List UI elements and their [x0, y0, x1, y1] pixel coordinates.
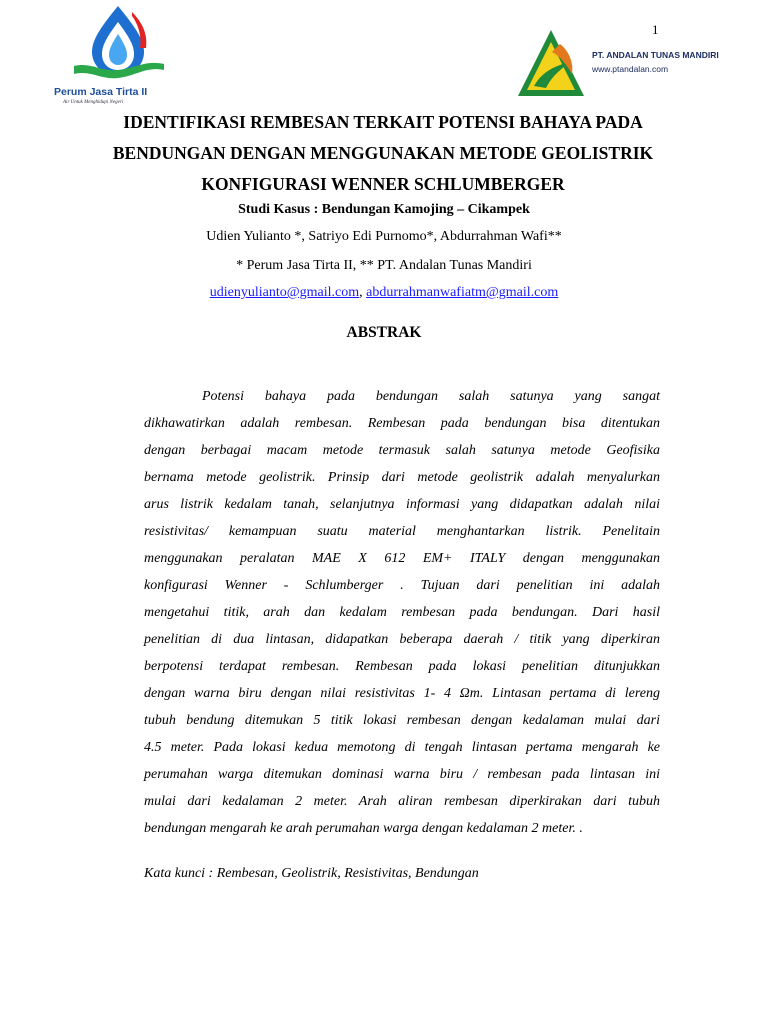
email-link-2[interactable]: abdurrahmanwafiatm@gmail.com — [366, 285, 559, 300]
abstract-line: menggunakan peralatan MAE X 612 EM+ ITALY dengan menggunakan — [144, 551, 660, 566]
title-line: KONFIGURASI WENNER SCHLUMBERGER — [201, 174, 565, 194]
abstract-line: Potensi bahaya pada bendungan salah satunya yang sangat — [202, 389, 660, 404]
keywords: Kata kunci : Rembesan, Geolistrik, Resistivitas, Bendungan — [144, 866, 479, 881]
abstract-body — [144, 383, 660, 842]
page-number: 1 — [652, 22, 659, 37]
abstract-line: arus listrik kedalam tanah, selanjutnya informasi yang didapatkan adalah nilai — [144, 497, 660, 512]
email-separator: , — [359, 285, 367, 300]
company-url[interactable]: www.ptandalan.com — [592, 64, 669, 74]
paper-title — [80, 107, 686, 200]
abstract-line: tubuh bendung ditemukan 5 titik lokasi rembesan dengan kedalaman mulai dari — [144, 713, 660, 728]
case-study-subtitle: Studi Kasus : Bendungan Kamojing – Cikampek — [238, 202, 530, 217]
author-emails — [0, 285, 768, 301]
abstract-line: 4.5 meter. Pada lokasi kedua memotong di tengah lintasan pertama mengarah ke — [144, 740, 660, 755]
abstract-line: resistivitas/ kemampuan suatu material menghantarkan listrik. Penelitain — [144, 524, 660, 539]
water-drop-icon — [62, 4, 174, 86]
perum-jasa-tirta-tagline: Air Untuk Menghidupi Negeri — [63, 100, 124, 105]
abstract-line: dengan warna biru dengan nilai resistivitas 1- 4 Ωm. Lintasan pertama di lereng — [144, 686, 660, 701]
abstract-line: bernama metode geolistrik. Prinsip dari metode geolistrik adalah menyalurkan — [144, 470, 660, 485]
abstract-line: dikhawatirkan adalah rembesan. Rembesan pada bendungan bisa ditentukan — [144, 416, 660, 431]
abstract-line: penelitian di dua lintasan, didapatkan beberapa daerah / titik yang diperkiran — [144, 632, 660, 647]
email-link-1[interactable]: udienyulianto@gmail.com — [209, 285, 360, 300]
abstract-line: berpotensi terdapat rembesan. Rembesan pada lokasi penelitian ditunjukkan — [144, 659, 660, 674]
abstract-line: mengetahui titik, arah dan kedalam rembesan pada bendungan. Dari hasil — [144, 605, 660, 620]
authors: Udien Yulianto *, Satriyo Edi Purnomo*, Abdurrahman Wafi** — [206, 229, 562, 244]
affiliations: * Perum Jasa Tirta II, ** PT. Andalan Tunas Mandiri — [236, 258, 532, 273]
abstract-line: dengan berbagai macam metode termasuk salah satunya metode Geofisika — [144, 443, 660, 458]
abstract-line: konfigurasi Wenner - Schlumberger . Tujuan dari penelitian ini adalah — [144, 578, 660, 593]
andalan-tunas-mandiri-logo — [516, 28, 586, 100]
abstract-line: perumahan warga ditemukan dominasi warna biru / rembesan pada lintasan ini — [144, 767, 660, 782]
perum-jasa-tirta-name: Perum Jasa Tirta II — [54, 86, 148, 98]
abstract-line: mulai dari kedalaman 2 meter. Arah aliran rembesan diperkirakan dari tubuh — [144, 794, 660, 809]
abstract-heading: ABSTRAK — [346, 324, 422, 341]
title-line: BENDUNGAN DENGAN MENGGUNAKAN METODE GEOLISTRIK — [112, 143, 654, 163]
title-line: IDENTIFIKASI REMBESAN TERKAIT POTENSI BAHAYA PADA — [123, 112, 643, 132]
company-name: PT. ANDALAN TUNAS MANDIRI — [592, 50, 719, 60]
perum-jasa-tirta-logo — [50, 4, 184, 106]
abstract-line: bendungan mengarah ke arah perumahan warga dengan kedalaman 2 meter. . — [144, 821, 583, 836]
